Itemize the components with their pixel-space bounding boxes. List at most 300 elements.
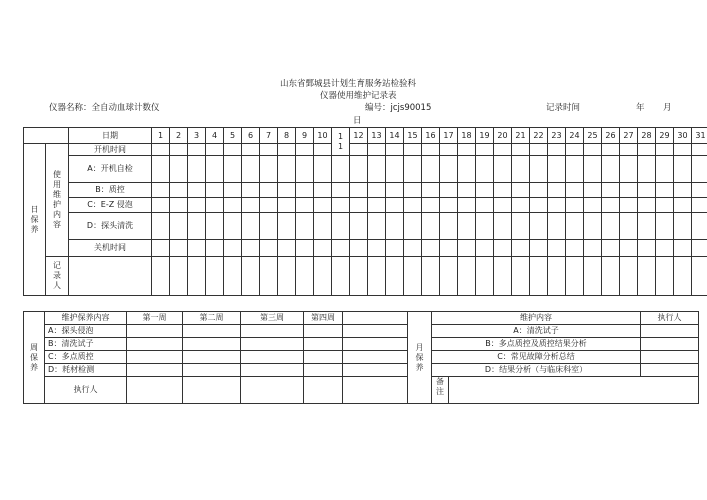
monthly-executor-cell[interactable] xyxy=(641,338,699,351)
day-cell[interactable] xyxy=(170,213,188,240)
recorder-cell[interactable] xyxy=(260,257,278,296)
day-cell[interactable] xyxy=(422,144,440,156)
weekly-item: B：清洗试子 xyxy=(45,338,127,351)
day-cell[interactable] xyxy=(512,156,530,183)
day-cell[interactable] xyxy=(602,144,620,156)
weekly-executor-cell[interactable] xyxy=(127,377,183,404)
activity-label: 关机时间 xyxy=(69,240,152,257)
day-cell[interactable] xyxy=(314,183,332,198)
day-cell[interactable] xyxy=(278,144,296,156)
weekly-cell[interactable] xyxy=(183,364,241,377)
recorder-cell[interactable] xyxy=(620,257,638,296)
day-cell[interactable] xyxy=(260,198,278,213)
day-cell[interactable] xyxy=(440,213,458,240)
day-4-header: 4 xyxy=(206,128,224,144)
day-cell[interactable] xyxy=(476,144,494,156)
day-cell[interactable] xyxy=(296,144,314,156)
day-cell[interactable] xyxy=(692,183,707,198)
recorder-cell[interactable] xyxy=(692,257,707,296)
weekly-cell[interactable] xyxy=(343,325,408,338)
day-cell[interactable] xyxy=(368,156,386,183)
day-cell[interactable] xyxy=(584,144,602,156)
day-cell[interactable] xyxy=(260,183,278,198)
recorder-cell[interactable] xyxy=(332,257,350,296)
day-cell[interactable] xyxy=(602,240,620,257)
day-cell[interactable] xyxy=(296,240,314,257)
day-17-header: 17 xyxy=(440,128,458,144)
day-cell[interactable] xyxy=(314,240,332,257)
day-cell[interactable] xyxy=(188,144,206,156)
weekly-side-char: 周 xyxy=(30,342,38,352)
day-cell[interactable] xyxy=(242,156,260,183)
day-cell[interactable] xyxy=(332,198,350,213)
form-title: 山东省鄄城县计划生育服务站检验科 xyxy=(280,79,417,89)
day-cell[interactable] xyxy=(530,240,548,257)
day-cell[interactable] xyxy=(548,144,566,156)
weekly-cell[interactable] xyxy=(127,364,183,377)
recorder-label xyxy=(46,257,69,296)
day-2-header: 2 xyxy=(170,128,188,144)
day-cell[interactable] xyxy=(476,183,494,198)
usage-content-label xyxy=(46,144,69,257)
month-label: 月 xyxy=(663,103,672,113)
day-cell[interactable] xyxy=(332,213,350,240)
recorder-char: 记 xyxy=(53,261,61,270)
day-cell[interactable] xyxy=(386,156,404,183)
day-cell[interactable] xyxy=(602,156,620,183)
day-cell[interactable] xyxy=(530,144,548,156)
usage-content-char: 容 xyxy=(53,220,61,229)
day-cell[interactable] xyxy=(152,144,170,156)
day-cell[interactable] xyxy=(332,183,350,198)
week-2-header: 第二周 xyxy=(183,312,241,325)
monthly-item: C：常见故障分析总结 xyxy=(432,351,641,364)
day-cell[interactable] xyxy=(224,240,242,257)
week-4-header: 第四周 xyxy=(304,312,343,325)
day-cell[interactable] xyxy=(350,156,368,183)
day-cell[interactable] xyxy=(386,183,404,198)
day-cell[interactable] xyxy=(386,213,404,240)
weekly-executor-cell[interactable] xyxy=(304,377,343,404)
recorder-cell[interactable] xyxy=(548,257,566,296)
remark-char: 备 xyxy=(436,377,444,386)
day-cell[interactable] xyxy=(170,240,188,257)
day-cell[interactable] xyxy=(296,213,314,240)
day-cell[interactable] xyxy=(548,240,566,257)
day-cell[interactable] xyxy=(620,156,638,183)
recorder-cell[interactable] xyxy=(224,257,242,296)
weekly-cell[interactable] xyxy=(241,351,304,364)
day-cell[interactable] xyxy=(350,213,368,240)
day-1-header: 1 xyxy=(152,128,170,144)
day-cell[interactable] xyxy=(602,213,620,240)
day-cell[interactable] xyxy=(656,156,674,183)
week-1-header: 第一周 xyxy=(127,312,183,325)
day-cell[interactable] xyxy=(314,198,332,213)
day-cell[interactable] xyxy=(458,156,476,183)
day-cell[interactable] xyxy=(386,240,404,257)
day-cell[interactable] xyxy=(674,183,692,198)
remark-area[interactable] xyxy=(432,377,699,404)
day-cell[interactable] xyxy=(494,198,512,213)
weekly-cell[interactable] xyxy=(304,364,343,377)
day-27-header: 27 xyxy=(620,128,638,144)
day-cell[interactable] xyxy=(530,183,548,198)
weekly-cell[interactable] xyxy=(127,338,183,351)
day-cell[interactable] xyxy=(548,198,566,213)
day-cell[interactable] xyxy=(206,156,224,183)
weekly-cell[interactable] xyxy=(127,325,183,338)
day-cell[interactable] xyxy=(620,240,638,257)
day-5-header: 5 xyxy=(224,128,242,144)
day-cell[interactable] xyxy=(656,213,674,240)
day-cell[interactable] xyxy=(494,213,512,240)
day-cell[interactable] xyxy=(422,156,440,183)
day-cell[interactable] xyxy=(620,183,638,198)
recorder-cell[interactable] xyxy=(566,257,584,296)
day-cell[interactable] xyxy=(278,156,296,183)
record-time-label: 记录时间 xyxy=(546,103,581,113)
day-cell[interactable] xyxy=(170,198,188,213)
day-digit: 1 xyxy=(337,131,344,141)
monthly-item: A：清洗试子 xyxy=(432,325,641,338)
recorder-cell[interactable] xyxy=(404,257,422,296)
day-cell[interactable] xyxy=(152,183,170,198)
day-cell[interactable] xyxy=(314,156,332,183)
day-cell[interactable] xyxy=(404,156,422,183)
day-cell[interactable] xyxy=(512,198,530,213)
activity-label: D：探头清洗 xyxy=(69,213,152,240)
day-cell[interactable] xyxy=(242,198,260,213)
recorder-cell[interactable] xyxy=(242,257,260,296)
day-cell[interactable] xyxy=(548,213,566,240)
day-cell[interactable] xyxy=(170,156,188,183)
day-cell[interactable] xyxy=(512,213,530,240)
recorder-cell[interactable] xyxy=(278,257,296,296)
weekly-cell[interactable] xyxy=(183,325,241,338)
day-cell[interactable] xyxy=(242,144,260,156)
monthly-executor-cell[interactable] xyxy=(641,325,699,338)
activity-label: B：质控 xyxy=(69,183,152,198)
day-cell[interactable] xyxy=(584,213,602,240)
day-cell[interactable] xyxy=(368,213,386,240)
day-cell[interactable] xyxy=(188,198,206,213)
day-cell[interactable] xyxy=(530,198,548,213)
weekly-cell[interactable] xyxy=(343,364,408,377)
recorder-char: 录 xyxy=(53,271,61,280)
usage-content-char: 维 xyxy=(53,190,61,199)
recorder-cell[interactable] xyxy=(152,257,170,296)
day-cell[interactable] xyxy=(476,240,494,257)
day-22-header: 22 xyxy=(530,128,548,144)
day-cell[interactable] xyxy=(206,213,224,240)
recorder-cell[interactable] xyxy=(206,257,224,296)
year-label: 年 xyxy=(636,103,645,113)
day-cell[interactable] xyxy=(458,144,476,156)
day-cell[interactable] xyxy=(260,144,278,156)
recorder-cell[interactable] xyxy=(458,257,476,296)
day-cell[interactable] xyxy=(476,213,494,240)
recorder-cell[interactable] xyxy=(422,257,440,296)
day-cell[interactable] xyxy=(656,240,674,257)
day-cell[interactable] xyxy=(656,183,674,198)
day-cell[interactable] xyxy=(386,144,404,156)
day-cell[interactable] xyxy=(638,198,656,213)
date-header: 日期 xyxy=(69,128,152,144)
day-cell[interactable] xyxy=(188,213,206,240)
day-21-header: 21 xyxy=(512,128,530,144)
day-cell[interactable] xyxy=(674,198,692,213)
day-cell[interactable] xyxy=(368,144,386,156)
weekly-cell[interactable] xyxy=(183,338,241,351)
day-cell[interactable] xyxy=(152,156,170,183)
day-cell[interactable] xyxy=(278,240,296,257)
day-cell[interactable] xyxy=(674,213,692,240)
day-cell[interactable] xyxy=(368,198,386,213)
day-cell[interactable] xyxy=(224,156,242,183)
day-cell[interactable] xyxy=(440,156,458,183)
recorder-cell[interactable] xyxy=(314,257,332,296)
day-cell[interactable] xyxy=(224,198,242,213)
day-9-header: 9 xyxy=(296,128,314,144)
day-cell[interactable] xyxy=(242,183,260,198)
recorder-cell[interactable] xyxy=(188,257,206,296)
day-cell[interactable] xyxy=(260,240,278,257)
day-cell[interactable] xyxy=(584,183,602,198)
day-cell[interactable] xyxy=(152,213,170,240)
day-cell[interactable] xyxy=(296,198,314,213)
day-cell[interactable] xyxy=(494,240,512,257)
day-26-header: 26 xyxy=(602,128,620,144)
day-cell[interactable] xyxy=(278,183,296,198)
day-cell[interactable] xyxy=(620,144,638,156)
day-cell[interactable] xyxy=(368,183,386,198)
day-14-header: 14 xyxy=(386,128,404,144)
activity-label: A：开机自检 xyxy=(69,156,152,183)
day-cell[interactable] xyxy=(656,198,674,213)
day-cell[interactable] xyxy=(170,144,188,156)
day-cell[interactable] xyxy=(602,198,620,213)
weekly-cell[interactable] xyxy=(183,351,241,364)
day-cell[interactable] xyxy=(152,198,170,213)
recorder-cell[interactable] xyxy=(368,257,386,296)
day-cell[interactable] xyxy=(440,240,458,257)
day-cell[interactable] xyxy=(278,198,296,213)
day-cell[interactable] xyxy=(692,213,707,240)
day-cell[interactable] xyxy=(494,156,512,183)
weekly-cell[interactable] xyxy=(304,338,343,351)
weekly-cell[interactable] xyxy=(241,325,304,338)
day-cell[interactable] xyxy=(620,198,638,213)
day-cell[interactable] xyxy=(314,144,332,156)
day-cell[interactable] xyxy=(458,183,476,198)
day-cell[interactable] xyxy=(440,198,458,213)
day-cell[interactable] xyxy=(242,240,260,257)
recorder-cell[interactable] xyxy=(638,257,656,296)
day-cell[interactable] xyxy=(674,144,692,156)
day-cell[interactable] xyxy=(278,213,296,240)
day-cell[interactable] xyxy=(296,183,314,198)
day-cell[interactable] xyxy=(674,240,692,257)
day-cell[interactable] xyxy=(602,183,620,198)
monthly-executor-header: 执行人 xyxy=(641,312,699,325)
day-cell[interactable] xyxy=(638,213,656,240)
day-cell[interactable] xyxy=(170,183,188,198)
weekly-cell[interactable] xyxy=(241,338,304,351)
recorder-cell[interactable] xyxy=(530,257,548,296)
day-cell[interactable] xyxy=(350,144,368,156)
day-cell[interactable] xyxy=(332,156,350,183)
recorder-cell[interactable] xyxy=(584,257,602,296)
day-cell[interactable] xyxy=(386,198,404,213)
usage-content-char: 护 xyxy=(53,200,61,209)
day-cell[interactable] xyxy=(566,240,584,257)
day-cell[interactable] xyxy=(476,156,494,183)
daily-side-label xyxy=(24,144,46,296)
day-cell[interactable] xyxy=(404,183,422,198)
day-cell[interactable] xyxy=(638,183,656,198)
day-cell[interactable] xyxy=(566,213,584,240)
day-cell[interactable] xyxy=(584,156,602,183)
day-cell[interactable] xyxy=(476,198,494,213)
day-cell[interactable] xyxy=(548,183,566,198)
day-cell[interactable] xyxy=(440,144,458,156)
weekly-gap-header xyxy=(343,312,408,325)
day-cell[interactable] xyxy=(242,213,260,240)
recorder-cell[interactable] xyxy=(494,257,512,296)
day-cell[interactable] xyxy=(206,198,224,213)
day-cell[interactable] xyxy=(224,144,242,156)
day-cell[interactable] xyxy=(692,144,707,156)
day-cell[interactable] xyxy=(422,198,440,213)
recorder-cell[interactable] xyxy=(170,257,188,296)
day-cell[interactable] xyxy=(332,240,350,257)
daily-side-char: 养 xyxy=(30,224,39,234)
weekly-cell[interactable] xyxy=(343,338,408,351)
day-cell[interactable] xyxy=(224,183,242,198)
day-15-header: 15 xyxy=(404,128,422,144)
weekly-cell[interactable] xyxy=(343,351,408,364)
weekly-item: C：多点质控 xyxy=(45,351,127,364)
day-cell[interactable] xyxy=(638,144,656,156)
recorder-cell[interactable] xyxy=(512,257,530,296)
day-cell[interactable] xyxy=(566,144,584,156)
day-cell[interactable] xyxy=(188,156,206,183)
day-cell[interactable] xyxy=(296,156,314,183)
day-cell[interactable] xyxy=(458,198,476,213)
recorder-cell[interactable] xyxy=(602,257,620,296)
monthly-executor-cell[interactable] xyxy=(641,351,699,364)
day-cell[interactable] xyxy=(692,156,707,183)
recorder-cell[interactable] xyxy=(656,257,674,296)
day-cell[interactable] xyxy=(566,156,584,183)
weekly-cell[interactable] xyxy=(304,351,343,364)
weekly-item: A：探头侵泡 xyxy=(45,325,127,338)
day-cell[interactable] xyxy=(692,240,707,257)
recorder-cell[interactable] xyxy=(350,257,368,296)
day-cell[interactable] xyxy=(440,183,458,198)
day-cell[interactable] xyxy=(404,144,422,156)
day-cell[interactable] xyxy=(314,213,332,240)
day-cell[interactable] xyxy=(494,183,512,198)
day-cell[interactable] xyxy=(584,198,602,213)
recorder-cell[interactable] xyxy=(296,257,314,296)
day-cell[interactable] xyxy=(206,183,224,198)
day-cell[interactable] xyxy=(674,156,692,183)
day-cell[interactable] xyxy=(494,144,512,156)
day-cell[interactable] xyxy=(152,240,170,257)
weekly-cell[interactable] xyxy=(241,364,304,377)
weekly-cell[interactable] xyxy=(127,351,183,364)
day-24-header: 24 xyxy=(566,128,584,144)
weekly-cell[interactable] xyxy=(304,325,343,338)
monthly-item: D：结果分析（与临床科室） xyxy=(432,364,641,377)
day-30-header: 30 xyxy=(674,128,692,144)
day-6-header: 6 xyxy=(242,128,260,144)
day-25-header: 25 xyxy=(584,128,602,144)
recorder-cell[interactable] xyxy=(386,257,404,296)
day-cell[interactable] xyxy=(188,183,206,198)
day-cell[interactable] xyxy=(206,144,224,156)
day-cell[interactable] xyxy=(566,183,584,198)
day-cell[interactable] xyxy=(224,213,242,240)
day-cell[interactable] xyxy=(260,213,278,240)
day-cell[interactable] xyxy=(512,183,530,198)
day-cell[interactable] xyxy=(422,183,440,198)
monthly-executor-cell[interactable] xyxy=(641,364,699,377)
day-cell[interactable] xyxy=(422,213,440,240)
day-cell[interactable] xyxy=(584,240,602,257)
day-cell[interactable] xyxy=(260,156,278,183)
day-cell[interactable] xyxy=(512,240,530,257)
day-cell[interactable] xyxy=(458,240,476,257)
day-cell[interactable] xyxy=(404,213,422,240)
day-cell[interactable] xyxy=(512,144,530,156)
usage-content-char: 内 xyxy=(53,210,61,219)
day-cell[interactable] xyxy=(350,183,368,198)
weekly-executor-cell[interactable] xyxy=(343,377,408,404)
day-cell[interactable] xyxy=(404,240,422,257)
day-cell[interactable] xyxy=(422,240,440,257)
day-cell[interactable] xyxy=(188,240,206,257)
remark-label xyxy=(432,377,449,403)
day-cell[interactable] xyxy=(692,198,707,213)
form-subtitle: 仪器使用维护记录表 xyxy=(320,91,397,101)
day-cell[interactable] xyxy=(638,156,656,183)
recorder-cell[interactable] xyxy=(440,257,458,296)
day-cell[interactable] xyxy=(404,198,422,213)
day-cell[interactable] xyxy=(548,156,566,183)
day-cell[interactable] xyxy=(656,144,674,156)
day-cell[interactable] xyxy=(620,213,638,240)
day-cell[interactable] xyxy=(458,213,476,240)
weekly-executor-cell[interactable] xyxy=(183,377,241,404)
day-cell[interactable] xyxy=(530,156,548,183)
day-cell[interactable] xyxy=(638,240,656,257)
day-cell[interactable] xyxy=(530,213,548,240)
day-20-header: 20 xyxy=(494,128,512,144)
day-cell[interactable] xyxy=(566,198,584,213)
day-cell[interactable] xyxy=(368,240,386,257)
day-cell[interactable] xyxy=(206,240,224,257)
day-cell[interactable] xyxy=(350,198,368,213)
day-28-header: 28 xyxy=(638,128,656,144)
instrument-serial: 编号：jcjs90015 xyxy=(365,103,432,113)
weekly-executor-cell[interactable] xyxy=(241,377,304,404)
recorder-cell[interactable] xyxy=(476,257,494,296)
recorder-cell[interactable] xyxy=(674,257,692,296)
day-cell[interactable] xyxy=(350,240,368,257)
